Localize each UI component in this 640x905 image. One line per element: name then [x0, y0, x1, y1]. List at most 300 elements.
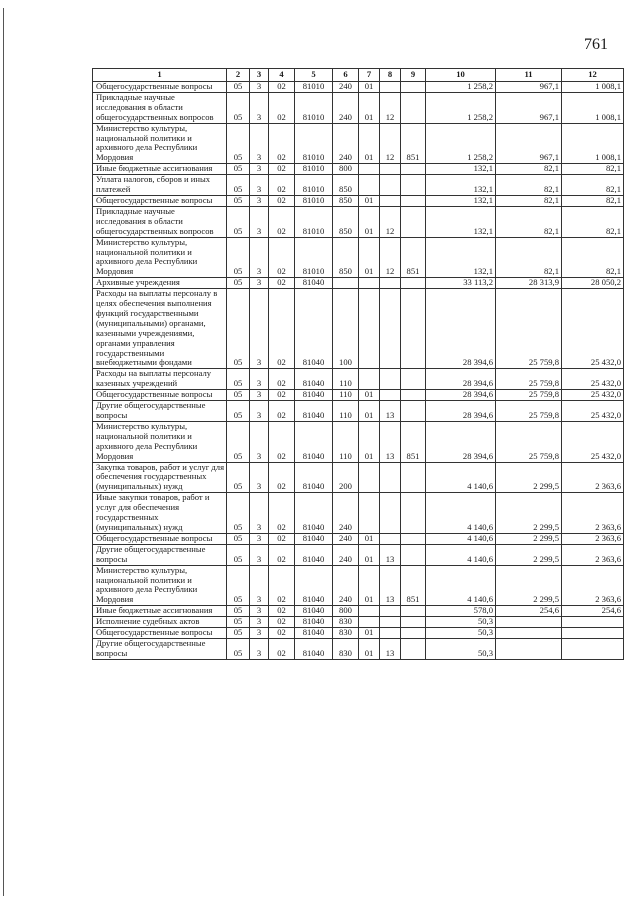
row-value-cell: 1 258,2: [426, 82, 496, 93]
row-value-cell: [401, 195, 426, 206]
row-name-cell: Расходы на выплаты персоналу в целях обеспечения выполнения функций государственными (муниципальными) органами, казенными учреждениями, органами управления государственными внебюджетными фондами: [93, 289, 227, 369]
table-row: [93, 421, 624, 462]
row-value-cell: 25 759,8: [496, 289, 562, 369]
row-value-cell: 12: [380, 123, 401, 164]
row-value-cell: 25 759,8: [496, 390, 562, 401]
row-value-cell: 05: [227, 390, 250, 401]
row-value-cell: 3: [250, 278, 269, 289]
row-value-cell: 240: [333, 544, 359, 565]
row-value-cell: 50,3: [426, 628, 496, 639]
row-name-cell: Общегосударственные вопросы: [93, 195, 227, 206]
row-value-cell: 800: [333, 606, 359, 617]
row-value-cell: 3: [250, 401, 269, 422]
row-value-cell: 1 008,1: [562, 123, 624, 164]
row-value-cell: 110: [333, 390, 359, 401]
row-value-cell: 81040: [295, 533, 333, 544]
row-value-cell: [359, 278, 380, 289]
row-name-cell: Министерство культуры, национальной политики и архивного дела Республики Мордовия: [93, 237, 227, 278]
row-value-cell: [401, 638, 426, 659]
row-value-cell: 02: [269, 401, 295, 422]
row-value-cell: 81040: [295, 462, 333, 493]
row-value-cell: 200: [333, 462, 359, 493]
row-name-cell: Министерство культуры, национальной политики и архивного дела Республики Мордовия: [93, 421, 227, 462]
row-value-cell: 851: [401, 237, 426, 278]
row-value-cell: 02: [269, 82, 295, 93]
row-value-cell: [359, 369, 380, 390]
row-value-cell: 02: [269, 617, 295, 628]
row-value-cell: 254,6: [496, 606, 562, 617]
row-value-cell: 81040: [295, 638, 333, 659]
row-value-cell: [380, 82, 401, 93]
row-value-cell: 2 363,6: [562, 462, 624, 493]
row-name-cell: Иные бюджетные ассигнования: [93, 164, 227, 175]
row-value-cell: 05: [227, 493, 250, 534]
row-value-cell: 01: [359, 237, 380, 278]
row-value-cell: 967,1: [496, 92, 562, 123]
table-row: [93, 401, 624, 422]
column-header: 1: [93, 69, 227, 82]
row-value-cell: 3: [250, 565, 269, 606]
row-value-cell: 01: [359, 544, 380, 565]
row-value-cell: 2 299,5: [496, 565, 562, 606]
row-value-cell: 3: [250, 617, 269, 628]
row-value-cell: 05: [227, 164, 250, 175]
row-value-cell: 13: [380, 421, 401, 462]
row-value-cell: 05: [227, 92, 250, 123]
row-value-cell: 82,1: [496, 206, 562, 237]
row-value-cell: [380, 390, 401, 401]
column-header: 4: [269, 69, 295, 82]
row-name-cell: Министерство культуры, национальной политики и архивного дела Республики Мордовия: [93, 123, 227, 164]
row-value-cell: 05: [227, 237, 250, 278]
row-value-cell: 12: [380, 92, 401, 123]
row-value-cell: 50,3: [426, 617, 496, 628]
row-value-cell: 3: [250, 206, 269, 237]
row-value-cell: 25 759,8: [496, 369, 562, 390]
row-value-cell: 81040: [295, 628, 333, 639]
row-name-cell: Другие общегосударственные вопросы: [93, 401, 227, 422]
row-value-cell: 4 140,6: [426, 533, 496, 544]
row-value-cell: 81040: [295, 544, 333, 565]
row-value-cell: [401, 369, 426, 390]
row-value-cell: [333, 278, 359, 289]
row-value-cell: 850: [333, 206, 359, 237]
row-value-cell: 2 299,5: [496, 533, 562, 544]
row-value-cell: 81040: [295, 606, 333, 617]
row-value-cell: 05: [227, 401, 250, 422]
row-value-cell: 82,1: [562, 195, 624, 206]
row-value-cell: 851: [401, 421, 426, 462]
row-value-cell: 830: [333, 628, 359, 639]
column-header: 2: [227, 69, 250, 82]
row-value-cell: 01: [359, 92, 380, 123]
row-value-cell: 2 363,6: [562, 493, 624, 534]
row-value-cell: [401, 164, 426, 175]
row-value-cell: [380, 289, 401, 369]
row-value-cell: 81010: [295, 206, 333, 237]
row-value-cell: 02: [269, 92, 295, 123]
row-value-cell: [562, 617, 624, 628]
row-value-cell: 02: [269, 421, 295, 462]
row-value-cell: 02: [269, 628, 295, 639]
row-value-cell: [401, 617, 426, 628]
row-value-cell: 28 394,6: [426, 289, 496, 369]
row-value-cell: [380, 533, 401, 544]
row-value-cell: 82,1: [562, 206, 624, 237]
row-value-cell: 81040: [295, 278, 333, 289]
row-value-cell: 830: [333, 617, 359, 628]
row-value-cell: 82,1: [562, 164, 624, 175]
row-value-cell: 02: [269, 175, 295, 196]
row-value-cell: [496, 628, 562, 639]
page-number: 761: [584, 36, 608, 53]
row-value-cell: 02: [269, 206, 295, 237]
row-value-cell: 3: [250, 638, 269, 659]
row-value-cell: 28 313,9: [496, 278, 562, 289]
table-row: [93, 462, 624, 493]
row-value-cell: 110: [333, 401, 359, 422]
row-value-cell: 82,1: [496, 237, 562, 278]
row-value-cell: 1 008,1: [562, 92, 624, 123]
row-value-cell: [380, 195, 401, 206]
row-value-cell: 05: [227, 421, 250, 462]
row-value-cell: 13: [380, 544, 401, 565]
column-header: 6: [333, 69, 359, 82]
row-value-cell: 50,3: [426, 638, 496, 659]
row-value-cell: [359, 617, 380, 628]
row-value-cell: 82,1: [496, 164, 562, 175]
column-header: 10: [426, 69, 496, 82]
row-value-cell: 2 363,6: [562, 544, 624, 565]
row-value-cell: 240: [333, 493, 359, 534]
row-value-cell: [401, 278, 426, 289]
row-value-cell: 02: [269, 565, 295, 606]
row-value-cell: 05: [227, 606, 250, 617]
row-value-cell: 81010: [295, 237, 333, 278]
row-value-cell: 4 140,6: [426, 493, 496, 534]
row-value-cell: 28 394,6: [426, 401, 496, 422]
row-value-cell: 01: [359, 195, 380, 206]
row-value-cell: 25 432,0: [562, 421, 624, 462]
row-name-cell: Иные бюджетные ассигнования: [93, 606, 227, 617]
table-row: [93, 175, 624, 196]
row-value-cell: [359, 606, 380, 617]
row-value-cell: 3: [250, 606, 269, 617]
column-header: 7: [359, 69, 380, 82]
row-name-cell: Другие общегосударственные вопросы: [93, 638, 227, 659]
row-value-cell: [380, 462, 401, 493]
row-value-cell: 850: [333, 237, 359, 278]
row-value-cell: 81040: [295, 401, 333, 422]
row-value-cell: 05: [227, 278, 250, 289]
table-row: [93, 195, 624, 206]
row-value-cell: 28 394,6: [426, 390, 496, 401]
row-value-cell: 05: [227, 638, 250, 659]
row-value-cell: 02: [269, 638, 295, 659]
table-row: [93, 533, 624, 544]
row-value-cell: 81040: [295, 390, 333, 401]
row-value-cell: 81010: [295, 82, 333, 93]
row-value-cell: 25 432,0: [562, 390, 624, 401]
row-name-cell: Прикладные научные исследования в области общегосударственных вопросов: [93, 92, 227, 123]
row-value-cell: 05: [227, 565, 250, 606]
row-value-cell: 4 140,6: [426, 544, 496, 565]
row-value-cell: 05: [227, 533, 250, 544]
row-value-cell: 02: [269, 195, 295, 206]
row-value-cell: 851: [401, 123, 426, 164]
row-value-cell: 25 759,8: [496, 421, 562, 462]
row-value-cell: 02: [269, 289, 295, 369]
row-value-cell: 81040: [295, 617, 333, 628]
row-value-cell: 132,1: [426, 164, 496, 175]
row-value-cell: 13: [380, 401, 401, 422]
row-value-cell: 132,1: [426, 195, 496, 206]
row-value-cell: 2 363,6: [562, 533, 624, 544]
row-value-cell: [359, 462, 380, 493]
row-value-cell: 2 299,5: [496, 493, 562, 534]
row-value-cell: 81010: [295, 195, 333, 206]
row-value-cell: 01: [359, 206, 380, 237]
row-value-cell: 3: [250, 390, 269, 401]
row-value-cell: 81040: [295, 289, 333, 369]
row-value-cell: 12: [380, 237, 401, 278]
row-value-cell: 100: [333, 289, 359, 369]
row-value-cell: 01: [359, 565, 380, 606]
row-value-cell: 3: [250, 164, 269, 175]
row-value-cell: 830: [333, 638, 359, 659]
row-value-cell: 3: [250, 175, 269, 196]
table-row: [93, 369, 624, 390]
row-value-cell: 3: [250, 123, 269, 164]
row-value-cell: [401, 289, 426, 369]
row-value-cell: 81040: [295, 369, 333, 390]
table-row: [93, 565, 624, 606]
row-value-cell: [496, 617, 562, 628]
row-value-cell: 850: [333, 175, 359, 196]
row-value-cell: 05: [227, 369, 250, 390]
row-value-cell: 240: [333, 565, 359, 606]
table-row: [93, 82, 624, 93]
row-value-cell: 25 432,0: [562, 289, 624, 369]
row-value-cell: 4 140,6: [426, 462, 496, 493]
row-value-cell: 81010: [295, 175, 333, 196]
row-value-cell: 02: [269, 278, 295, 289]
row-value-cell: [401, 462, 426, 493]
row-value-cell: 28 050,2: [562, 278, 624, 289]
row-value-cell: [380, 493, 401, 534]
row-value-cell: 01: [359, 638, 380, 659]
row-value-cell: 02: [269, 493, 295, 534]
row-value-cell: 3: [250, 82, 269, 93]
row-value-cell: 240: [333, 92, 359, 123]
row-value-cell: 01: [359, 628, 380, 639]
row-value-cell: [401, 533, 426, 544]
row-value-cell: 240: [333, 123, 359, 164]
row-value-cell: 05: [227, 206, 250, 237]
row-value-cell: 81040: [295, 421, 333, 462]
row-value-cell: 82,1: [496, 195, 562, 206]
row-value-cell: 851: [401, 565, 426, 606]
row-name-cell: Министерство культуры, национальной политики и архивного дела Республики Мордовия: [93, 565, 227, 606]
row-value-cell: [380, 278, 401, 289]
row-value-cell: 3: [250, 628, 269, 639]
row-value-cell: [359, 289, 380, 369]
row-name-cell: Закупка товаров, работ и услуг для обеспечения государственных (муниципальных) нужд: [93, 462, 227, 493]
row-value-cell: [401, 206, 426, 237]
page-left-border: [3, 8, 4, 896]
row-value-cell: [401, 544, 426, 565]
table-row: [93, 606, 624, 617]
row-value-cell: 02: [269, 123, 295, 164]
row-value-cell: 82,1: [496, 175, 562, 196]
row-value-cell: 967,1: [496, 82, 562, 93]
row-value-cell: [380, 369, 401, 390]
row-value-cell: 05: [227, 289, 250, 369]
row-value-cell: [562, 628, 624, 639]
row-value-cell: 05: [227, 175, 250, 196]
row-value-cell: 01: [359, 123, 380, 164]
row-value-cell: 132,1: [426, 175, 496, 196]
row-value-cell: 02: [269, 606, 295, 617]
row-value-cell: 240: [333, 82, 359, 93]
row-value-cell: 850: [333, 195, 359, 206]
column-header: 9: [401, 69, 426, 82]
row-value-cell: 82,1: [562, 175, 624, 196]
row-value-cell: 02: [269, 164, 295, 175]
row-value-cell: 05: [227, 123, 250, 164]
row-value-cell: 81040: [295, 565, 333, 606]
table-body: [93, 69, 624, 660]
row-value-cell: [359, 175, 380, 196]
row-value-cell: 13: [380, 638, 401, 659]
table-row: [93, 390, 624, 401]
row-value-cell: 28 394,6: [426, 369, 496, 390]
row-value-cell: 02: [269, 369, 295, 390]
row-value-cell: [380, 617, 401, 628]
row-value-cell: [401, 82, 426, 93]
row-name-cell: Иные закупки товаров, работ и услуг для обеспечения государственных (муниципальных) нужд: [93, 493, 227, 534]
table-row: [93, 278, 624, 289]
row-name-cell: Исполнение судебных актов: [93, 617, 227, 628]
row-value-cell: 3: [250, 544, 269, 565]
row-value-cell: [401, 606, 426, 617]
row-value-cell: 2 299,5: [496, 544, 562, 565]
row-value-cell: 02: [269, 544, 295, 565]
row-value-cell: [401, 628, 426, 639]
row-name-cell: Другие общегосударственные вопросы: [93, 544, 227, 565]
row-value-cell: [401, 92, 426, 123]
row-value-cell: 82,1: [562, 237, 624, 278]
row-value-cell: 110: [333, 421, 359, 462]
row-value-cell: 2 363,6: [562, 565, 624, 606]
row-value-cell: 3: [250, 421, 269, 462]
row-value-cell: 12: [380, 206, 401, 237]
row-value-cell: 254,6: [562, 606, 624, 617]
row-value-cell: 02: [269, 390, 295, 401]
table-row: [93, 92, 624, 123]
column-header: 5: [295, 69, 333, 82]
row-value-cell: 05: [227, 82, 250, 93]
column-header: 12: [562, 69, 624, 82]
table-row: [93, 493, 624, 534]
row-value-cell: [496, 638, 562, 659]
row-value-cell: 2 299,5: [496, 462, 562, 493]
table-row: [93, 289, 624, 369]
row-value-cell: 02: [269, 533, 295, 544]
row-value-cell: [380, 164, 401, 175]
row-value-cell: 3: [250, 237, 269, 278]
table-header-row: [93, 69, 624, 82]
row-value-cell: 1 258,2: [426, 92, 496, 123]
row-value-cell: 3: [250, 289, 269, 369]
row-value-cell: 01: [359, 82, 380, 93]
row-value-cell: [359, 164, 380, 175]
row-value-cell: 1 008,1: [562, 82, 624, 93]
row-value-cell: [401, 390, 426, 401]
row-value-cell: 25 432,0: [562, 369, 624, 390]
row-value-cell: [359, 493, 380, 534]
row-value-cell: [562, 638, 624, 659]
row-value-cell: 967,1: [496, 123, 562, 164]
table-row: [93, 123, 624, 164]
row-value-cell: 1 258,2: [426, 123, 496, 164]
row-value-cell: 01: [359, 421, 380, 462]
row-name-cell: Общегосударственные вопросы: [93, 390, 227, 401]
row-value-cell: 4 140,6: [426, 565, 496, 606]
column-header: 11: [496, 69, 562, 82]
row-value-cell: 25 759,8: [496, 401, 562, 422]
row-value-cell: [401, 493, 426, 534]
row-value-cell: 02: [269, 462, 295, 493]
table-row: [93, 617, 624, 628]
row-value-cell: 01: [359, 401, 380, 422]
row-name-cell: Уплата налогов, сборов и иных платежей: [93, 175, 227, 196]
row-name-cell: Расходы на выплаты персоналу казенных учреждений: [93, 369, 227, 390]
table-row: [93, 628, 624, 639]
row-value-cell: 81040: [295, 493, 333, 534]
column-header: 8: [380, 69, 401, 82]
row-value-cell: 01: [359, 390, 380, 401]
table-row: [93, 237, 624, 278]
row-value-cell: 240: [333, 533, 359, 544]
table-row: [93, 164, 624, 175]
row-value-cell: 132,1: [426, 237, 496, 278]
row-value-cell: [380, 606, 401, 617]
row-value-cell: 3: [250, 462, 269, 493]
row-name-cell: Прикладные научные исследования в области общегосударственных вопросов: [93, 206, 227, 237]
row-value-cell: 3: [250, 533, 269, 544]
row-value-cell: 81010: [295, 123, 333, 164]
row-value-cell: 3: [250, 369, 269, 390]
row-value-cell: 02: [269, 237, 295, 278]
row-value-cell: 578,0: [426, 606, 496, 617]
row-name-cell: Общегосударственные вопросы: [93, 628, 227, 639]
row-name-cell: Общегосударственные вопросы: [93, 533, 227, 544]
row-value-cell: [401, 175, 426, 196]
row-value-cell: 3: [250, 195, 269, 206]
row-name-cell: Архивные учреждения: [93, 278, 227, 289]
budget-table: [92, 68, 624, 660]
row-value-cell: 81010: [295, 92, 333, 123]
row-value-cell: 28 394,6: [426, 421, 496, 462]
row-value-cell: 3: [250, 493, 269, 534]
table-row: [93, 638, 624, 659]
row-value-cell: 25 432,0: [562, 401, 624, 422]
row-value-cell: 33 113,2: [426, 278, 496, 289]
row-value-cell: 01: [359, 533, 380, 544]
row-value-cell: 3: [250, 92, 269, 123]
row-value-cell: 05: [227, 462, 250, 493]
